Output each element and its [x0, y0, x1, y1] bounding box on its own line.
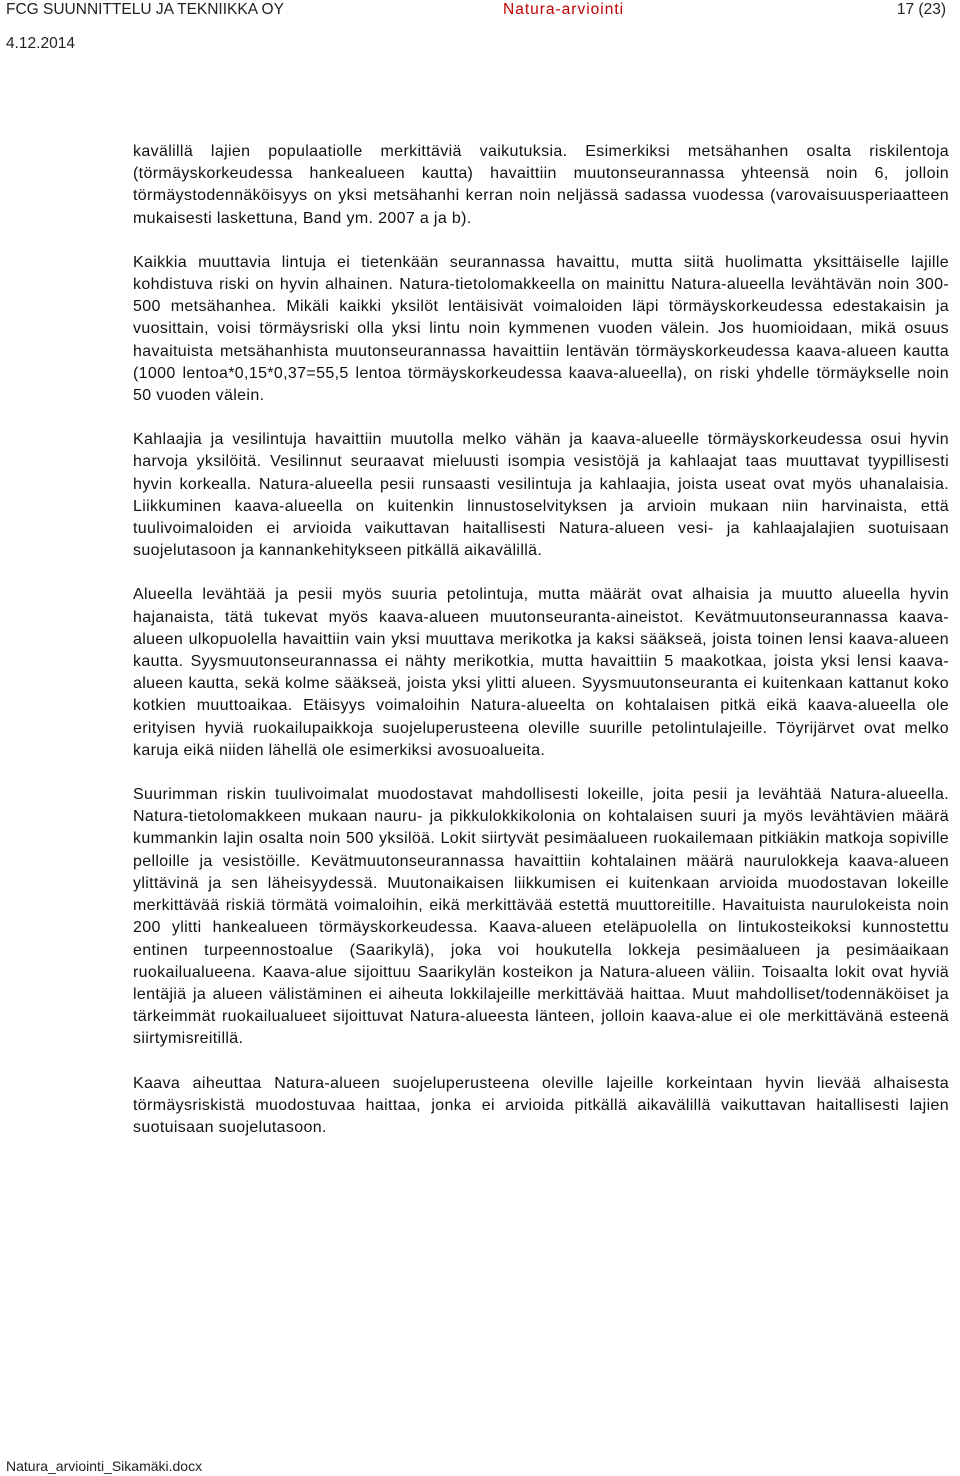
company-name: FCG SUUNNITTELU JA TEKNIIKKA OY: [6, 1, 284, 18]
document-title: Natura-arviointi: [503, 1, 625, 18]
page-footer: [6, 1458, 202, 1474]
paragraph: Kahlaajia ja vesilintuja havaittiin muutolla melko vähän ja kaava-alueelle törmäyskorkeudessa osui hyvin harvoja yksilöitä. Vesilinnut seuraavat mieluusti isompia vesistöjä ja kahlaajat taas muuttavat tyypillisesti hyvin korkealla. Natura-alueella pesii runsaasti vesilintuja ja kahlaajia, joista useat ovat myös uhanalaisia. Liikkuminen kaava-alueella on kuitenkin linnustoselvityksen ja arvioin mukaan niin harvinaista, että tuulivoimaloiden ei arvioida vaikuttavan haitallisesti Natura-alueen vesi- ja kahlaajalajien suotuisaan suojelutasoon ja kannankehitykseen pitkällä aikavälillä.: [133, 431, 949, 560]
paragraph: Kaikkia muuttavia lintuja ei tietenkään seurannassa havaittu, mutta siitä huolimatta yksittäiselle lajille kohdistuva riski on hyvin alhainen. Natura-tietolomakkeella on mainittu Natura-alueella levähtävän noin 300-500 metsähanhea. Mikäli kaikki yksilöt lentäisivät voimaloiden läpi törmäyskorkeudessa edestakaisin ja vuosittain, voisi törmäysriski olla yksi lintu noin kymmenen vuoden välein. Jos huomioidaan, mikä osuus havaituista metsähanhista muutonseurannassa havaittiin lentävän törmäyskorkeudessa kaava-alueen kautta (1000 lentoa*0,15*0,37=55,5 lentoa törmäyskorkeudessa kaava-alueella), on riski yhdelle törmäykselle noin 50 vuoden välein.: [133, 253, 949, 405]
paragraph: kavälillä lajien populaatiolle merkittäviä vaikutuksia. Esimerkiksi metsähanhen osalta riskilentoja (törmäyskorkeudessa hankealueen kautta) havaittiin muutonseurannassa yhteensä noin 6, jolloin törmäystodennäköisyys on yksi metsähanhi kerran noin neljässä sadassa vuodessa (varovaisuusperiaatteen mukaisesti laskettuna, Band ym. 2007 a ja b).: [133, 143, 949, 227]
document-date: 4.12.2014: [6, 35, 75, 52]
page-header: [6, 0, 946, 52]
body-text: [133, 141, 949, 1161]
paragraph: Kaava aiheuttaa Natura-alueen suojeluperusteena oleville lajeille korkeintaan hyvin lievää alhaisesta törmäysriskistä muodostuvaa haittaa, jonka ei arvioida pitkällä aikavälillä vaikuttavan haitallisesti lajien suotuisaan suojelutasoon.: [133, 1074, 949, 1136]
page-number: 17 (23): [896, 1, 946, 18]
footer-filename: Natura_arviointi_Sikamäki.docx: [6, 1458, 203, 1474]
paragraph: Alueella levähtää ja pesii myös suuria petolintuja, mutta määrät ovat alhaisia ja muutto alueella hyvin hajanaista, tätä tukevat myös kaava-alueen muutonseuranta-aineistot. Kevätmuutonseurannassa kaava-alueen ulkopuolella havaittiin vain yksi muuttava merikotka ja kaksi sääkseä, joista toinen lensi kaava-alueen kautta. Syysmuutonseurannassa ei nähty merikotkia, mutta havaittiin 5 maakotkaa, joista yksi lensi kaava-alueen kautta, sekä kolme sääkseä, joista yksi ylitti alueen. Syysmuutonseuranta ei kuitenkaan kattanut koko kotkien muuttoaikaa. Etäisyys voimaloihin Natura-alueelta on kohtalaisen pitkä eikä kaava-alueella ole erityisen hyviä ruokailupaikkoja suojeluperusteena oleville suurille petolintulajeille. Töyrijärvet ovat melko karuja eikä niiden lähellä ole esimerkiksi avosuoalueita.: [133, 586, 949, 759]
paragraph: Suurimman riskin tuulivoimalat muodostavat mahdollisesti lokeille, joita pesii ja levähtää Natura-alueella. Natura-tietolomakkeen mukaan nauru- ja pikkulokkikolonia on kohtalaisen suuri ja myös levähtävien määrä kummankin lajin osalta noin 500 yksilöä. Lokit siirtyvät pesimäalueen ruokailemaan pitkiäkin matkoja sopiville pelloille ja vesistöille. Kevätmuutonseurannassa havaittiin kohtalainen määrä naurulokkeja kaava-alueen ylittävinä ja sen läheisyydessä. Muutonaikaisen liikkumisen ei kuitenkaan arvioida muodostavan lokeille merkittävää riskiä törmätä voimaloihin, eikä merkittävää estettä muuttoreitille. Havaituista naurulokeista noin 200 ylitti hankealueen törmäyskorkeudessa. Kaava-alueen eteläpuolella on lintukosteikoksi kunnostettu entinen turpeennostoalue (Saarikylä), joka voi houkutella lokkeja pesimäalueen ja pesimäaikaan ruokailualueena. Kaava-alue sijoittuu Saarikylän kosteikon ja Natura-alueen väliin. Toisaalta lokit ovat hyviä lentäjiä ja alueen välistäminen ei aiheuta lokkilajeille merkittävää haittaa. Muut mahdolliset/todennäköiset ja tärkeimmät ruokailualueet sijoittuvat Natura-alueesta länteen, jolloin kaava-alue ei ole merkittävänä esteenä siirtymisreitillä.: [133, 786, 949, 1048]
